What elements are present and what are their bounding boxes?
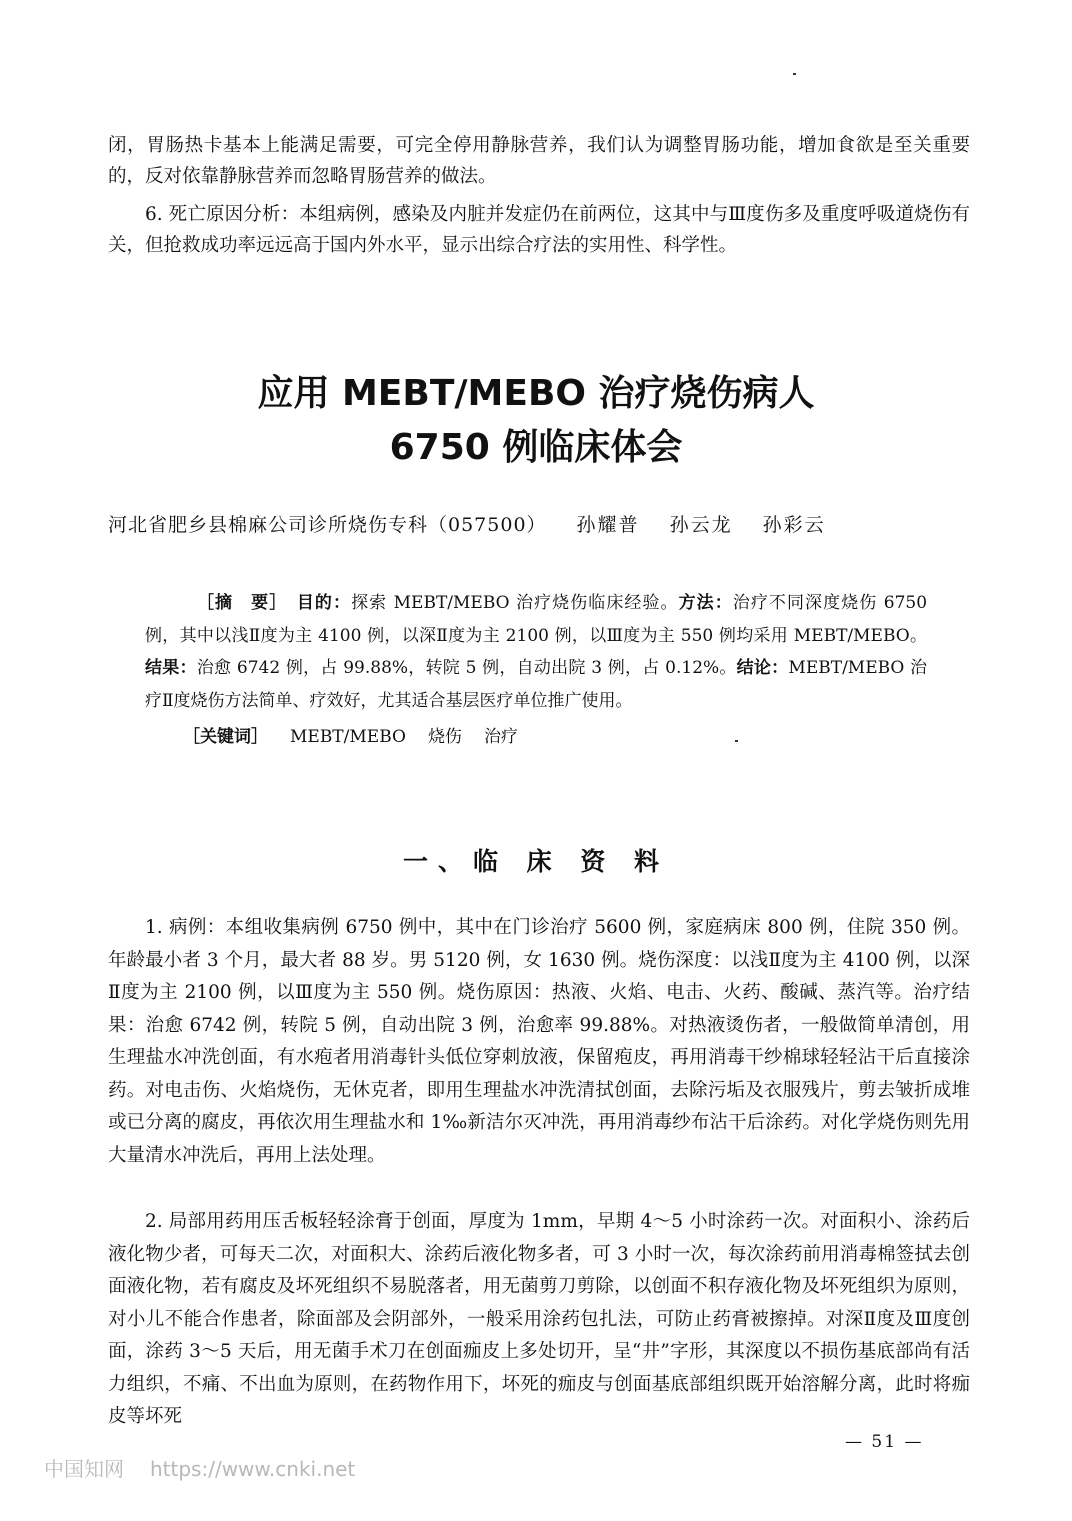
conclusion-label: 结论： (736, 658, 789, 678)
result-text: 治愈 6742 例，占 99.88%，转院 5 例，自动出院 3 例，占 0.12%。 (196, 658, 737, 678)
page-number: — 51 — (845, 1432, 924, 1452)
author: 孙彩云 (762, 514, 826, 536)
article-title-line-1: 应用 MEBT/MEBO 治疗烧伤病人 (257, 373, 815, 414)
previous-article-paragraph: 闭，胃肠热卡基本上能满足需要，可完全停用静脉营养，我们认为调整胃肠功能，增加食欲是至关重要的，反对依靠静脉营养而忽略胃肠营养的做法。 (108, 135, 970, 187)
method-text: 治疗不同深度烧伤 6750 例，其中以浅Ⅱ度为主 4100 例，以深Ⅱ度为主 2100 例，以Ⅲ度为主 550 例均采用 MEBT/MEBO。 (145, 593, 928, 646)
abstract-body (145, 587, 927, 717)
scan-speck (735, 740, 738, 742)
keyword: MEBT/MEBO (290, 727, 406, 747)
method-label: 方法： (678, 593, 733, 613)
affiliation-line (108, 510, 970, 540)
section-heading: 一、临 床 资 料 (402, 847, 670, 876)
abstract (145, 587, 927, 754)
article-title-line-2: 6750 例临床体会 (389, 427, 683, 468)
keyword: 烧伤 (427, 727, 462, 747)
author: 孙耀普 (576, 514, 640, 536)
scan-speck (793, 73, 796, 75)
author: 孙云龙 (669, 514, 733, 536)
watermark-brand: 中国知网 (44, 1457, 124, 1481)
keyword: 治疗 (483, 727, 518, 747)
objective-text: 探索 MEBT/MEBO 治疗烧伤临床经验。 (351, 593, 679, 613)
previous-article-paragraph: 6. 死亡原因分析：本组病例，感染及内脏并发症仍在前两位，这其中与Ⅲ度伤多及重度呼吸道烧伤有关，但抢救成功率远远高于国内外水平，显示出综合疗法的实用性、科学性。 (108, 204, 970, 256)
cnki-watermark (44, 1453, 355, 1482)
keywords-label: ［关键词］ (183, 727, 268, 747)
watermark-url: https://www.cnki.net (150, 1457, 356, 1481)
body-paragraph: 2. 局部用药用压舌板轻轻涂膏于创面，厚度为 1mm，早期 4～5 小时涂药一次。对面积小、涂药后液化物少者，可每天二次，对面积大、涂药后液化物多者，可 3 小时一次，每次涂药前用消毒棉签拭去创面液化物，若有腐皮及坏死组织不易脱落者，用无菌剪刀剪除，以创面不积存液化物及坏死组织为原则，对小儿不能合作患者，除面部及会阴部外，一般采用涂药包扎法，可防止药膏被擦掉。对深Ⅱ度及Ⅲ度创面，涂药 3～5 天后，用无菌手术刀在创面痂皮上多处切开，呈“井”字形，其深度以不损伤基底部尚有活力组织，不痛、不出血为原则，在药物作用下，坏死的痂皮与创面基底部组织既开始溶解分离，此时将痂皮等坏死 (108, 1211, 970, 1427)
body-paragraph: 1. 病例：本组收集病例 6750 例中，其中在门诊治疗 5600 例，家庭病床 800 例，住院 350 例。年龄最小者 3 个月，最大者 88 岁。男 5120 例，女 1630 例。烧伤深度：以浅Ⅱ度为主 4100 例，以深Ⅱ度为主 2100 例，以Ⅲ度为主 550 例。烧伤原因：热液、火焰、电击、火药、酸碱、蒸汽等。治疗结果：治愈 6742 例，转院 5 例，自动出院 3 例，治愈率 99.88%。对热液烫伤者，一般做简单清创，用生理盐水冲洗创面，有水疱者用消毒针头低位穿刺放液，保留疱皮，再用消毒干纱棉球轻轻沾干后直接涂药。对电击伤、火焰烧伤，无休克者，即用生理盐水冲洗清拭创面，去除污垢及衣服残片，剪去皱折成堆或已分离的腐皮，再依次用生理盐水和 1‰新洁尔灭冲洗，再用消毒纱布沾干后涂药。对化学烧伤则先用大量清水冲洗后，再用上法处理。 (108, 917, 970, 1166)
result-label: 结果： (145, 658, 197, 678)
keywords (183, 721, 927, 754)
abstract-label: ［摘 要］ (197, 593, 279, 613)
conclusion-text: MEBT/MEBO 治疗Ⅱ度烧伤方法简单、疗效好，尤其适合基层医疗单位推广使用。 (145, 658, 928, 711)
objective-label: 目的： (296, 593, 352, 613)
affiliation: 河北省肥乡县棉麻公司诊所烧伤专科（057500） (108, 514, 547, 536)
